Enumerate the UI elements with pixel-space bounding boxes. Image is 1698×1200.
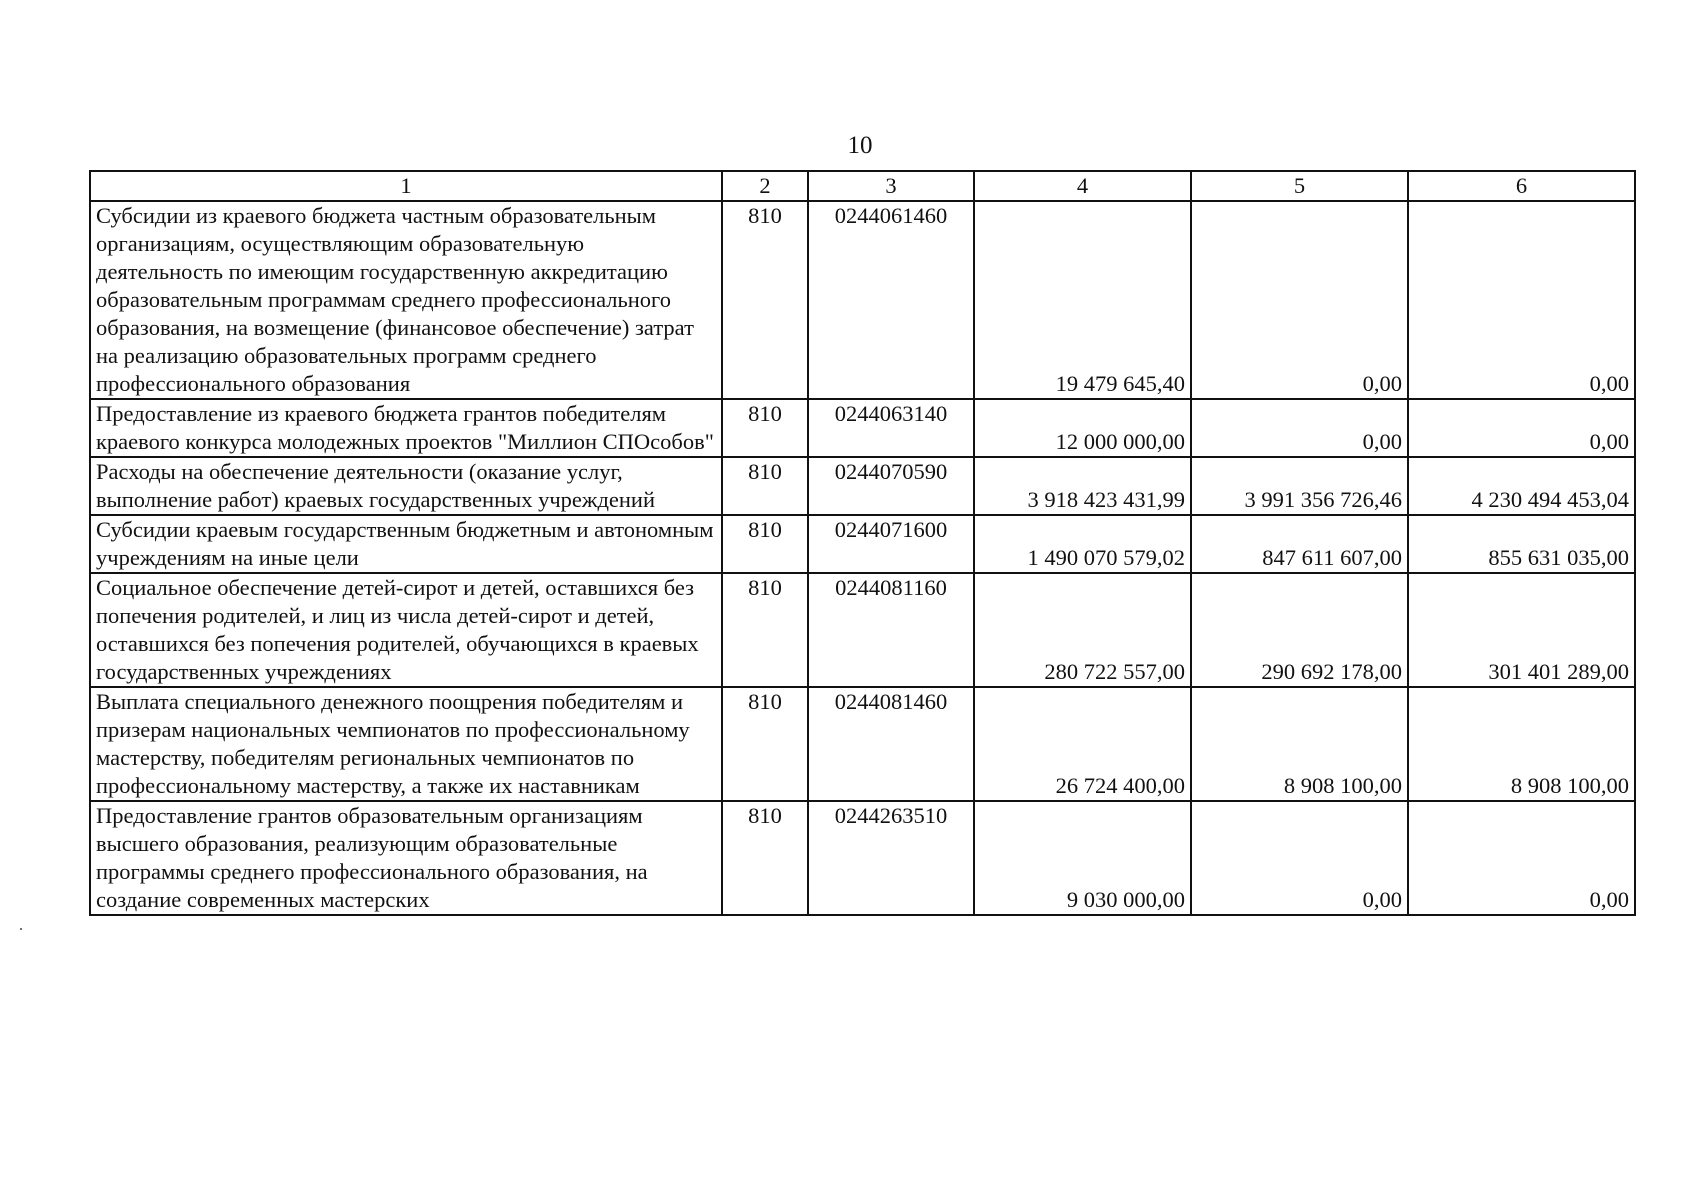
row-amount-col4: 280 722 557,00 [974,573,1191,687]
row-ministry-code: 810 [722,399,808,457]
page-number: 10 [847,132,873,159]
table-row [90,457,1635,515]
scan-speck [20,928,22,930]
row-amount-col5: 0,00 [1191,399,1408,457]
row-amount-col4: 26 724 400,00 [974,687,1191,801]
row-amount-col4: 3 918 423 431,99 [974,457,1191,515]
row-amount-col6: 0,00 [1408,801,1635,915]
row-amount-col4: 12 000 000,00 [974,399,1191,457]
row-target-code: 0244081160 [808,573,974,687]
column-header-3: 3 [808,171,974,201]
column-header-1: 1 [90,171,722,201]
row-amount-col4: 9 030 000,00 [974,801,1191,915]
row-amount-col5: 8 908 100,00 [1191,687,1408,801]
row-target-code: 0244263510 [808,801,974,915]
row-target-code: 0244081460 [808,687,974,801]
column-header-2: 2 [722,171,808,201]
row-amount-col5: 0,00 [1191,801,1408,915]
row-target-code: 0244070590 [808,457,974,515]
table-row [90,399,1635,457]
column-header-5: 5 [1191,171,1408,201]
row-name: Субсидии краевым государственным бюджетным и автономным учреждениям на иные цели [90,515,722,573]
row-ministry-code: 810 [722,457,808,515]
row-target-code: 0244061460 [808,201,974,399]
table-row [90,201,1635,399]
budget-table [89,170,1636,916]
column-header-6: 6 [1408,171,1635,201]
row-amount-col5: 3 991 356 726,46 [1191,457,1408,515]
row-name: Субсидии из краевого бюджета частным образовательным организациям, осуществляющим образовательную деятельность по имеющим государственную аккредитацию образовательным программам среднего профессионального образования, на возмещение (финансовое обеспечение) затрат на реализацию образовательных программ среднего профессионального образования [90,201,722,399]
row-target-code: 0244063140 [808,399,974,457]
row-amount-col6: 855 631 035,00 [1408,515,1635,573]
row-name: Социальное обеспечение детей-сирот и детей, оставшихся без попечения родителей, и лиц из числа детей-сирот и детей, оставшихся без попечения родителей, обучающихся в краевых государственных учреждениях [90,573,722,687]
header-row [90,171,1635,201]
row-ministry-code: 810 [722,201,808,399]
row-ministry-code: 810 [722,687,808,801]
row-amount-col6: 4 230 494 453,04 [1408,457,1635,515]
row-ministry-code: 810 [722,573,808,687]
row-amount-col6: 0,00 [1408,201,1635,399]
table-row [90,801,1635,915]
row-amount-col4: 19 479 645,40 [974,201,1191,399]
row-name: Предоставление из краевого бюджета грантов победителям краевого конкурса молодежных проектов "Миллион СПОсобов" [90,399,722,457]
table-row [90,687,1635,801]
row-ministry-code: 810 [722,801,808,915]
table-row [90,573,1635,687]
row-name: Выплата специального денежного поощрения победителям и призерам национальных чемпионатов по профессиональному мастерству, победителям региональных чемпионатов по профессиональному мастерству, а также их наставникам [90,687,722,801]
row-amount-col4: 1 490 070 579,02 [974,515,1191,573]
row-name: Расходы на обеспечение деятельности (оказание услуг, выполнение работ) краевых государственных учреждений [90,457,722,515]
row-amount-col5: 0,00 [1191,201,1408,399]
row-amount-col5: 847 611 607,00 [1191,515,1408,573]
column-header-4: 4 [974,171,1191,201]
row-amount-col6: 301 401 289,00 [1408,573,1635,687]
row-amount-col6: 0,00 [1408,399,1635,457]
table-row [90,515,1635,573]
row-amount-col5: 290 692 178,00 [1191,573,1408,687]
row-ministry-code: 810 [722,515,808,573]
row-name: Предоставление грантов образовательным организациям высшего образования, реализующим образовательные программы среднего профессионального образования, на создание современных мастерских [90,801,722,915]
row-target-code: 0244071600 [808,515,974,573]
row-amount-col6: 8 908 100,00 [1408,687,1635,801]
